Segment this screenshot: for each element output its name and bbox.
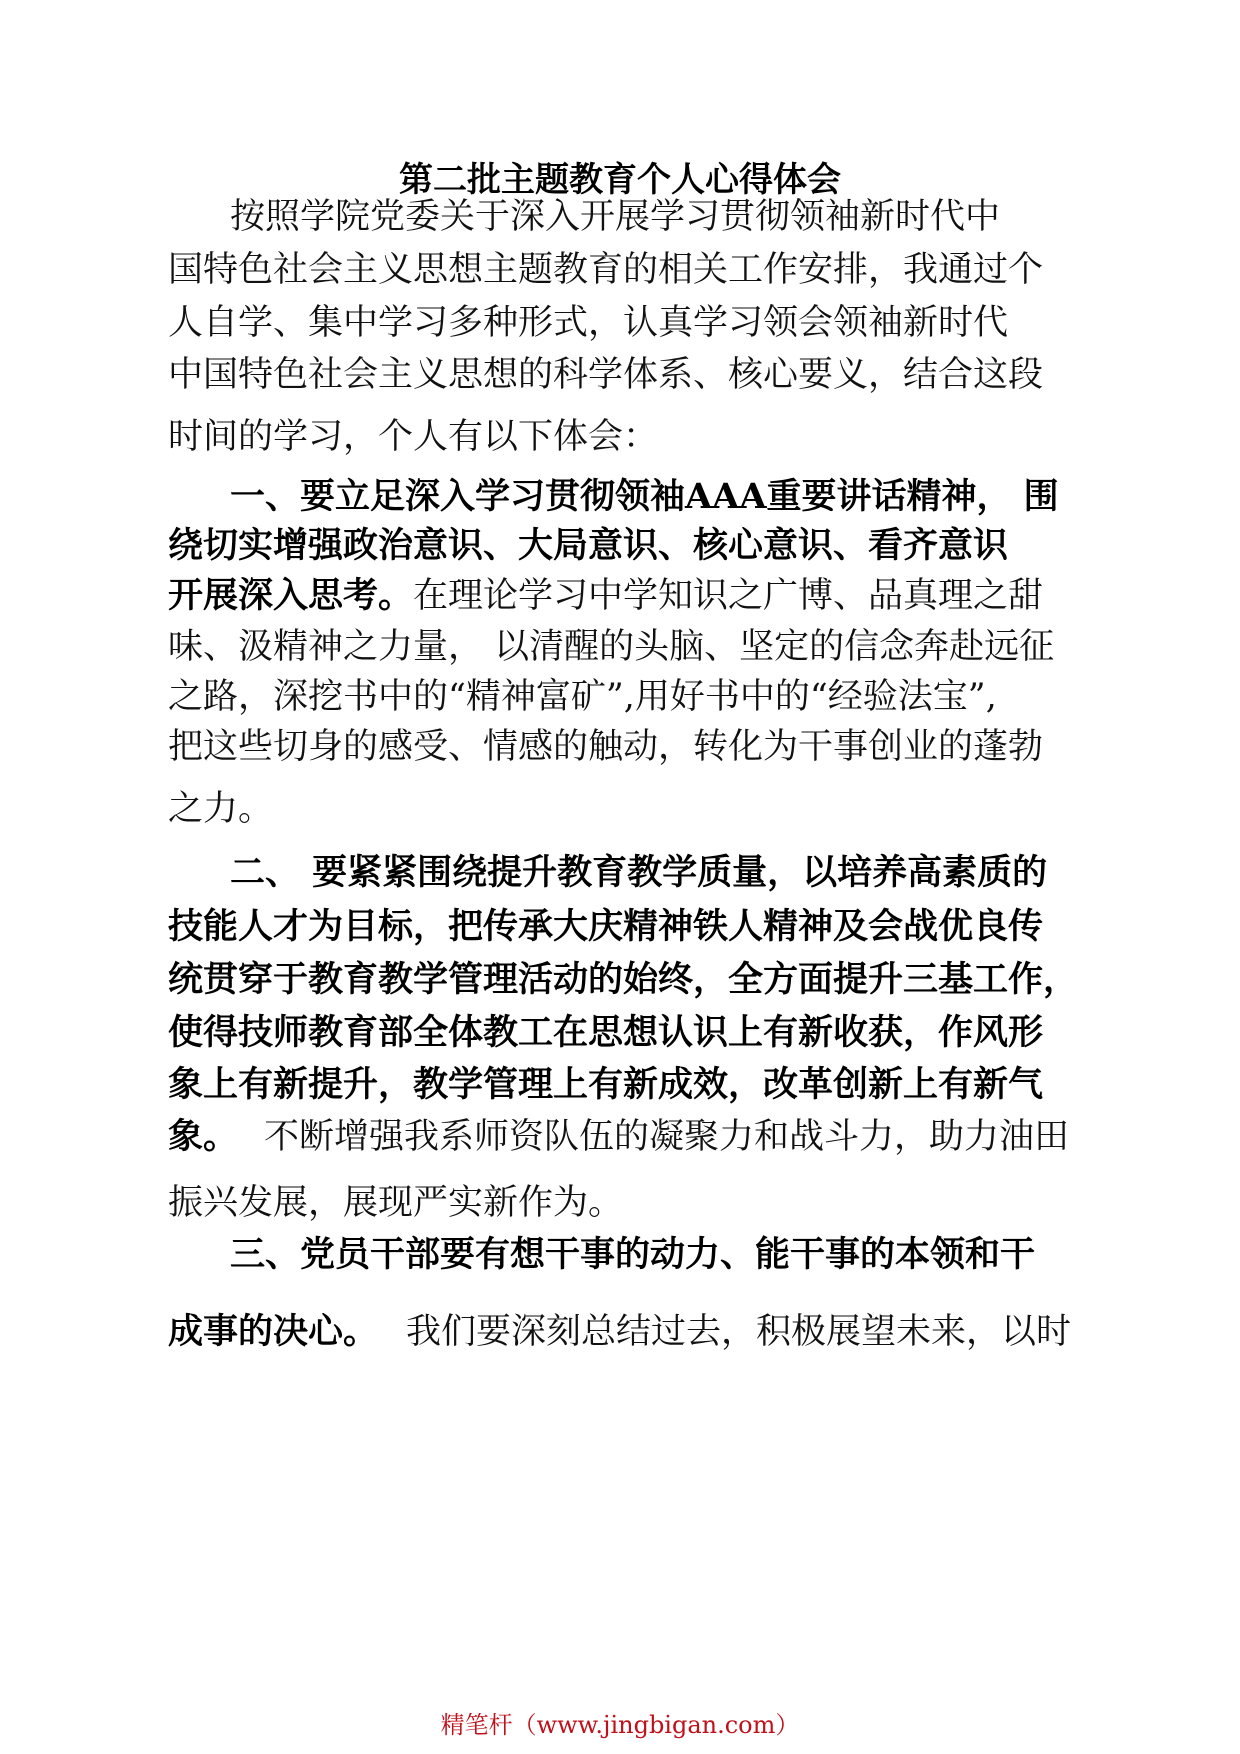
paragraph-line: 味、汲精神之力量， 以清醒的头脑、坚定的信念奔赴远征 [168,627,1055,667]
paragraph-text: 不断增强我系师资队伍的凝聚力和战斗力，助力油田 [264,1117,1070,1157]
paragraph-text: 我们要深刻总结过去，积极展望未来，以时 [406,1312,1072,1352]
source-watermark: 精笔杆（www.jingbigan.com） [440,1711,800,1739]
section-heading-end: 成事的决心。 [168,1311,379,1352]
paragraph-line: 之路，深挖书中的“精神富矿”,用好书中的“经验法宝”, [168,677,997,717]
document-title: 第二批主题教育个人心得体会 [399,160,841,200]
paragraph-line: 振兴发展，展现严实新作为。 [168,1183,624,1223]
section-heading-line: 一、要立足深入学习贯彻领袖AAA重要讲话精神， 围 [230,476,1059,517]
paragraph-line [168,1112,1069,1162]
paragraph-line: 时间的学习，个人有以下体会： [168,417,659,457]
paragraph-line: 按照学院党委关于深入开展学习贯彻领袖新时代中 [230,197,1001,237]
section-heading-line: 三、党员干部要有想干事的动力、能干事的本领和干 [230,1234,1036,1275]
section-heading-line: 绕切实增强政治意识、大局意识、核心意识、看齐意识 [168,525,1009,566]
paragraph-line: 把这些切身的感受、情感的触动，转化为干事创业的蓬勃 [168,727,1044,767]
paragraph-line: 人自学、集中学习多种形式，认真学习领会领袖新时代 [168,303,1009,343]
paragraph-line [168,571,1043,621]
section-heading-end: 象。 [168,1116,239,1157]
paragraph-line [168,1307,1071,1357]
paragraph-text: 在理论学习中学知识之广博、品真理之甜 [413,576,1044,616]
paragraph-line: 中国特色社会主义思想的科学体系、核心要义，结合这段 [168,355,1044,395]
section-heading-line: 象上有新提升，教学管理上有新成效，改革创新上有新气 [168,1064,1044,1105]
paragraph-line: 之力。 [168,789,274,829]
paragraph-line: 国特色社会主义思想主题教育的相关工作安排，我通过个 [168,250,1044,290]
section-heading-line: 技能人才为目标，把传承大庆精神铁人精神及会战优良传 [168,906,1044,947]
section-heading-end: 开展深入思考。 [168,575,414,616]
section-heading-line: 二、 要紧紧围绕提升教育教学质量，以培养高素质的 [230,852,1048,893]
section-heading-line: 统贯穿于教育教学管理活动的始终，全方面提升三基工作， [168,959,1079,1000]
section-heading-line: 使得技师教育部全体教工在思想认识上有新收获，作风形 [168,1012,1044,1053]
